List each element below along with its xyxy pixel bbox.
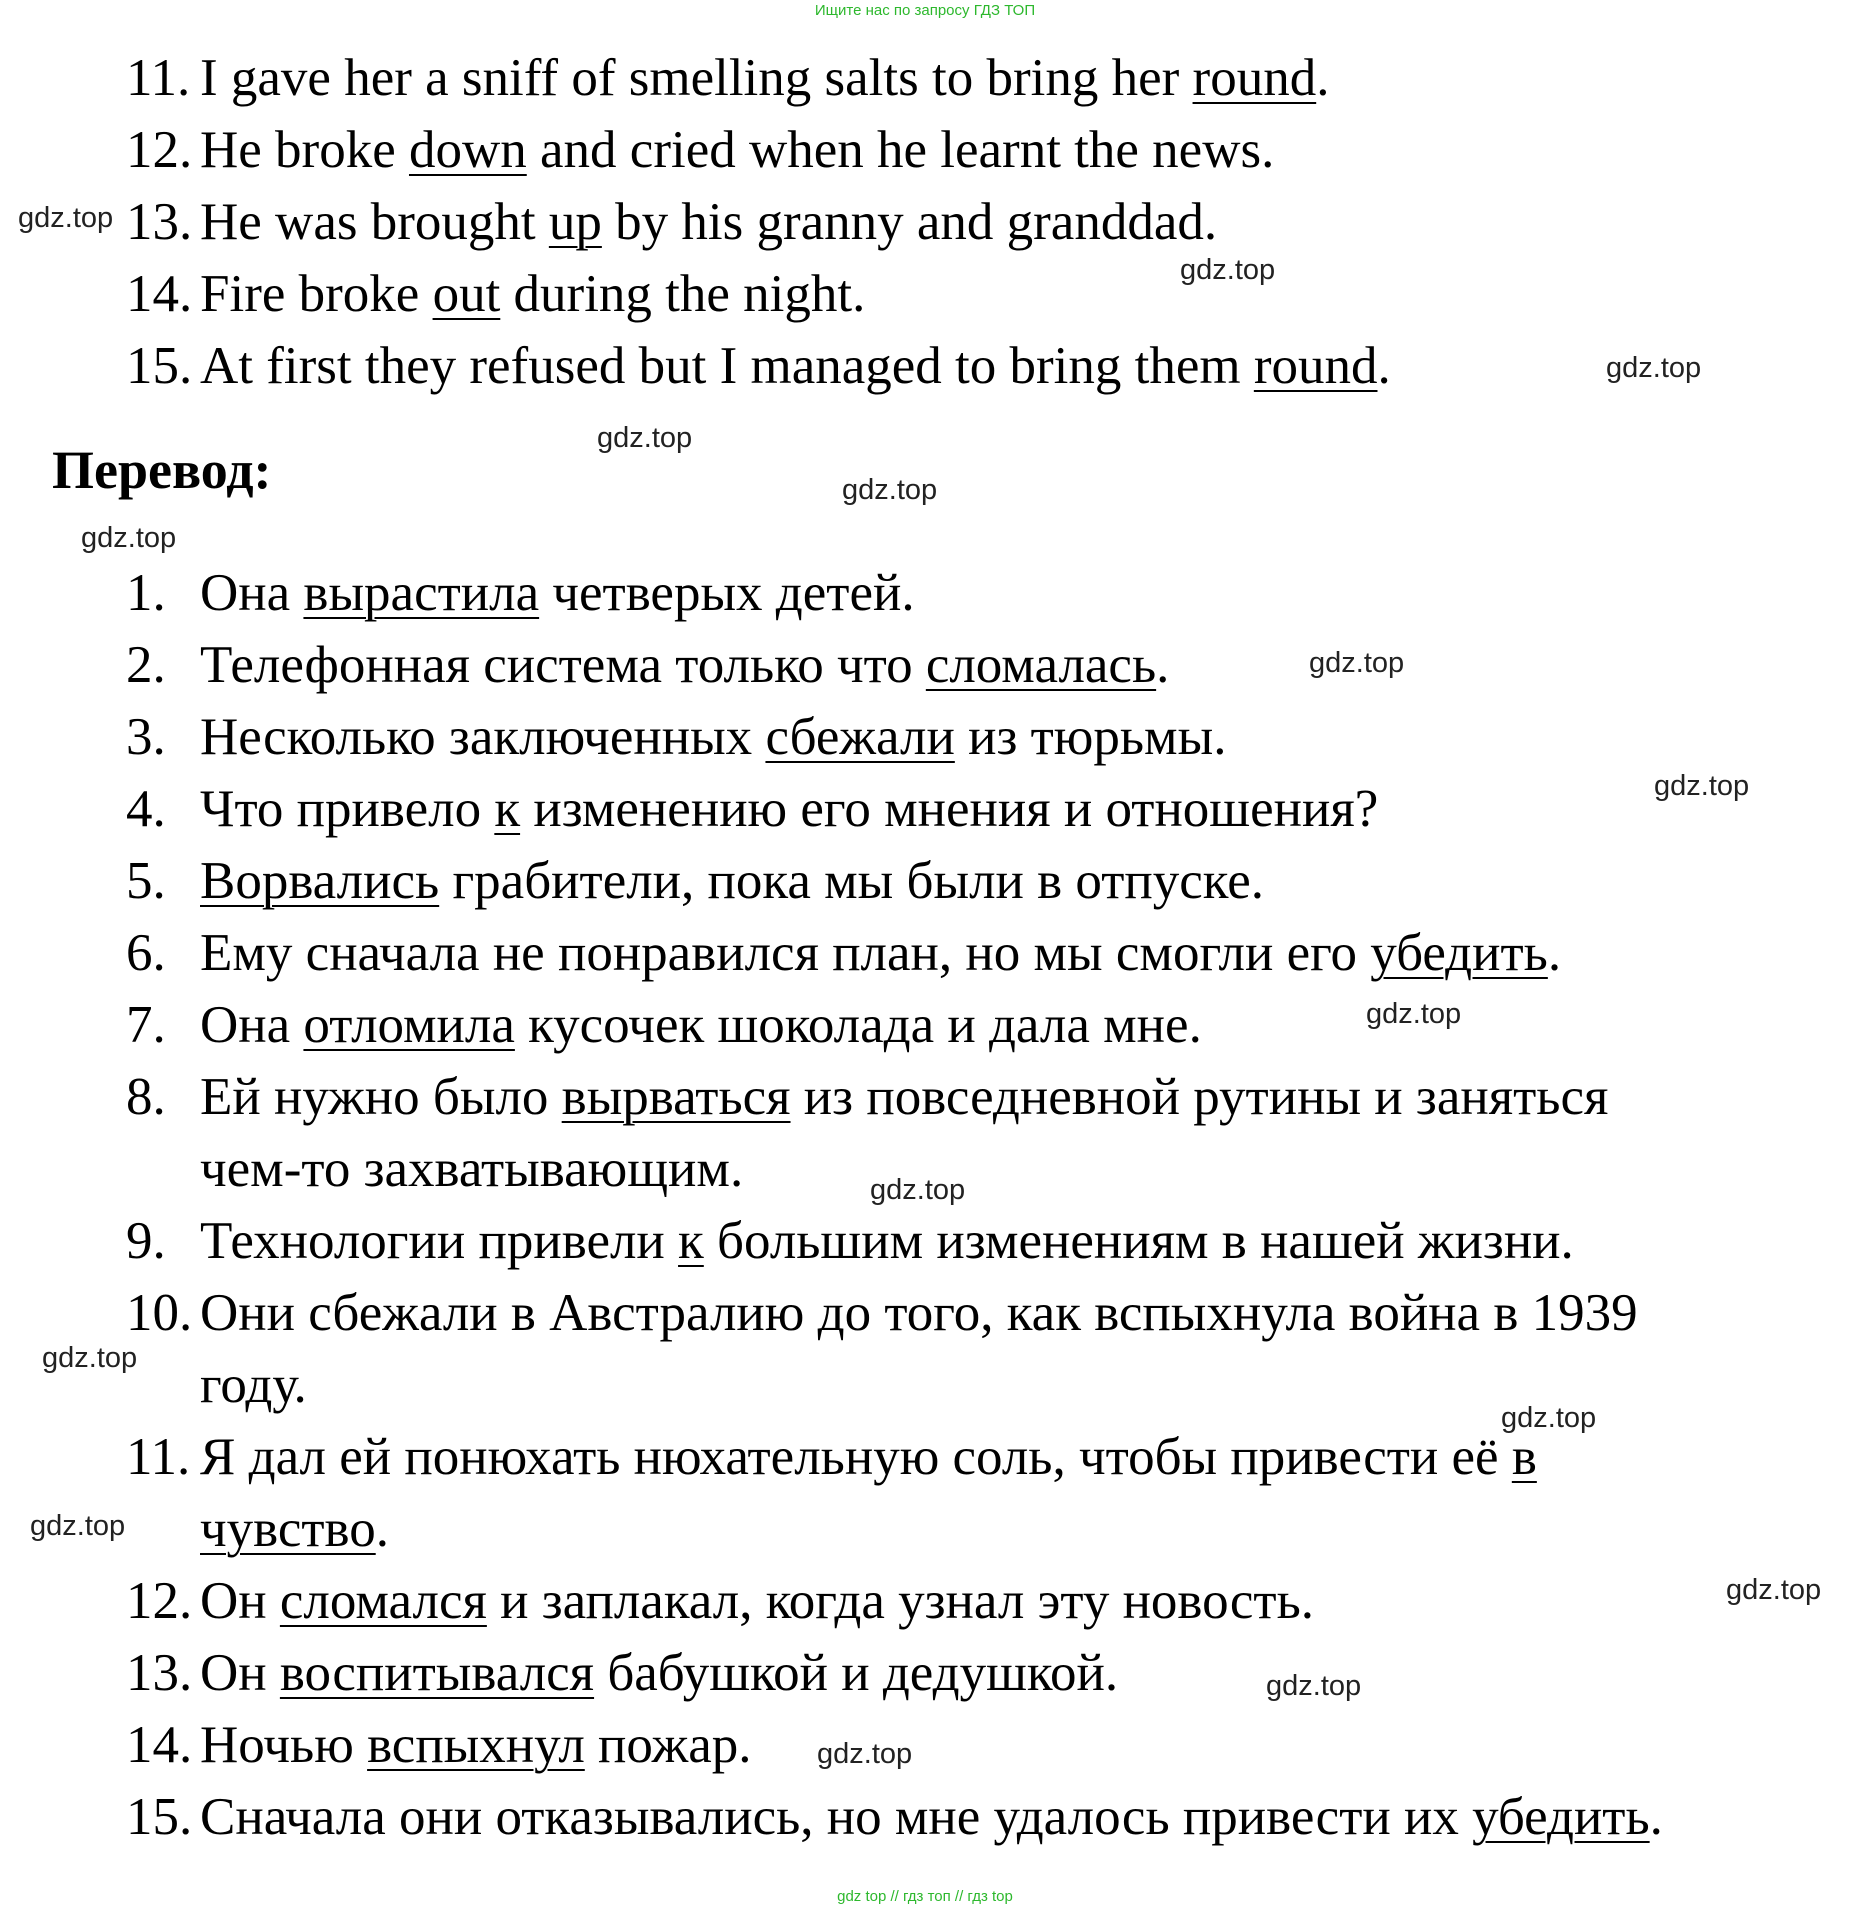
watermark: gdz.top: [817, 1738, 913, 1770]
watermark: gdz.top: [1309, 647, 1405, 679]
translation-item-8-continuation: чем-то захватывающим.: [200, 1140, 744, 1198]
translation-item-6: 6. Ему сначала не понравился план, но мы смогли его убедить.: [126, 924, 1562, 982]
translation-item-11: 11. Я дал ей понюхать нюхательную соль, чтобы привести её в: [126, 1428, 1537, 1486]
watermark: gdz.top: [842, 474, 938, 506]
english-item-15: 15. At first they refused but I managed to bring them round.: [126, 337, 1391, 395]
english-item-14: 14. Fire broke out during the night.: [126, 265, 866, 323]
translation-item-12: 12. Он сломался и заплакал, когда узнал эту новость.: [126, 1572, 1315, 1630]
watermark: gdz.top: [870, 1174, 966, 1206]
watermark: gdz.top: [1266, 1670, 1362, 1702]
translation-item-5: 5. Ворвались грабители, пока мы были в отпуске.: [126, 852, 1264, 910]
translation-item-3: 3. Несколько заключенных сбежали из тюрьмы.: [126, 708, 1227, 766]
translation-item-11-continuation: чувство.: [200, 1500, 389, 1558]
watermark: gdz.top: [18, 202, 114, 234]
translation-item-4: 4. Что привело к изменению его мнения и отношения?: [126, 780, 1379, 838]
translation-item-7: 7. Она отломила кусочек шоколада и дала мне.: [126, 996, 1202, 1054]
translation-item-8: 8. Ей нужно было вырваться из повседневной рутины и заняться: [126, 1068, 1609, 1126]
watermark: gdz.top: [1654, 770, 1750, 802]
watermark: gdz.top: [1180, 254, 1276, 286]
translation-item-15: 15. Сначала они отказывались, но мне удалось привести их убедить.: [126, 1788, 1663, 1846]
translation-item-10-continuation: году.: [200, 1356, 307, 1414]
watermark: gdz.top: [42, 1342, 138, 1374]
english-item-12: 12. He broke down and cried when he learnt the news.: [126, 121, 1275, 179]
translation-item-2: 2. Телефонная система только что сломалась.: [126, 636, 1170, 694]
translation-item-9: 9. Технологии привели к большим изменениям в нашей жизни.: [126, 1212, 1574, 1270]
watermark: gdz.top: [30, 1510, 126, 1542]
watermark: gdz.top: [597, 422, 693, 454]
footer: gdz top // гдз топ // гдз top: [837, 1888, 1013, 1905]
translation-item-10: 10. Они сбежали в Австралию до того, как вспыхнула война в 1939: [126, 1284, 1638, 1342]
translation-item-14: 14. Ночью вспыхнул пожар.: [126, 1716, 752, 1774]
translation-heading: Перевод:: [52, 440, 272, 500]
translation-item-1: 1. Она вырастила четверых детей.: [126, 564, 915, 622]
watermark: gdz.top: [1726, 1574, 1822, 1606]
watermark: gdz.top: [81, 522, 177, 554]
english-item-11: 11. I gave her a sniff of smelling salts to bring her round.: [126, 49, 1330, 107]
watermark: gdz.top: [1366, 998, 1462, 1030]
top-banner: Ищите нас по запросу ГДЗ ТОП: [814, 2, 1036, 19]
translation-item-13: 13. Он воспитывался бабушкой и дедушкой.: [126, 1644, 1119, 1702]
english-item-13: 13. He was brought up by his granny and granddad.: [126, 193, 1218, 251]
watermark: gdz.top: [1606, 352, 1702, 384]
watermark: gdz.top: [1501, 1402, 1597, 1434]
